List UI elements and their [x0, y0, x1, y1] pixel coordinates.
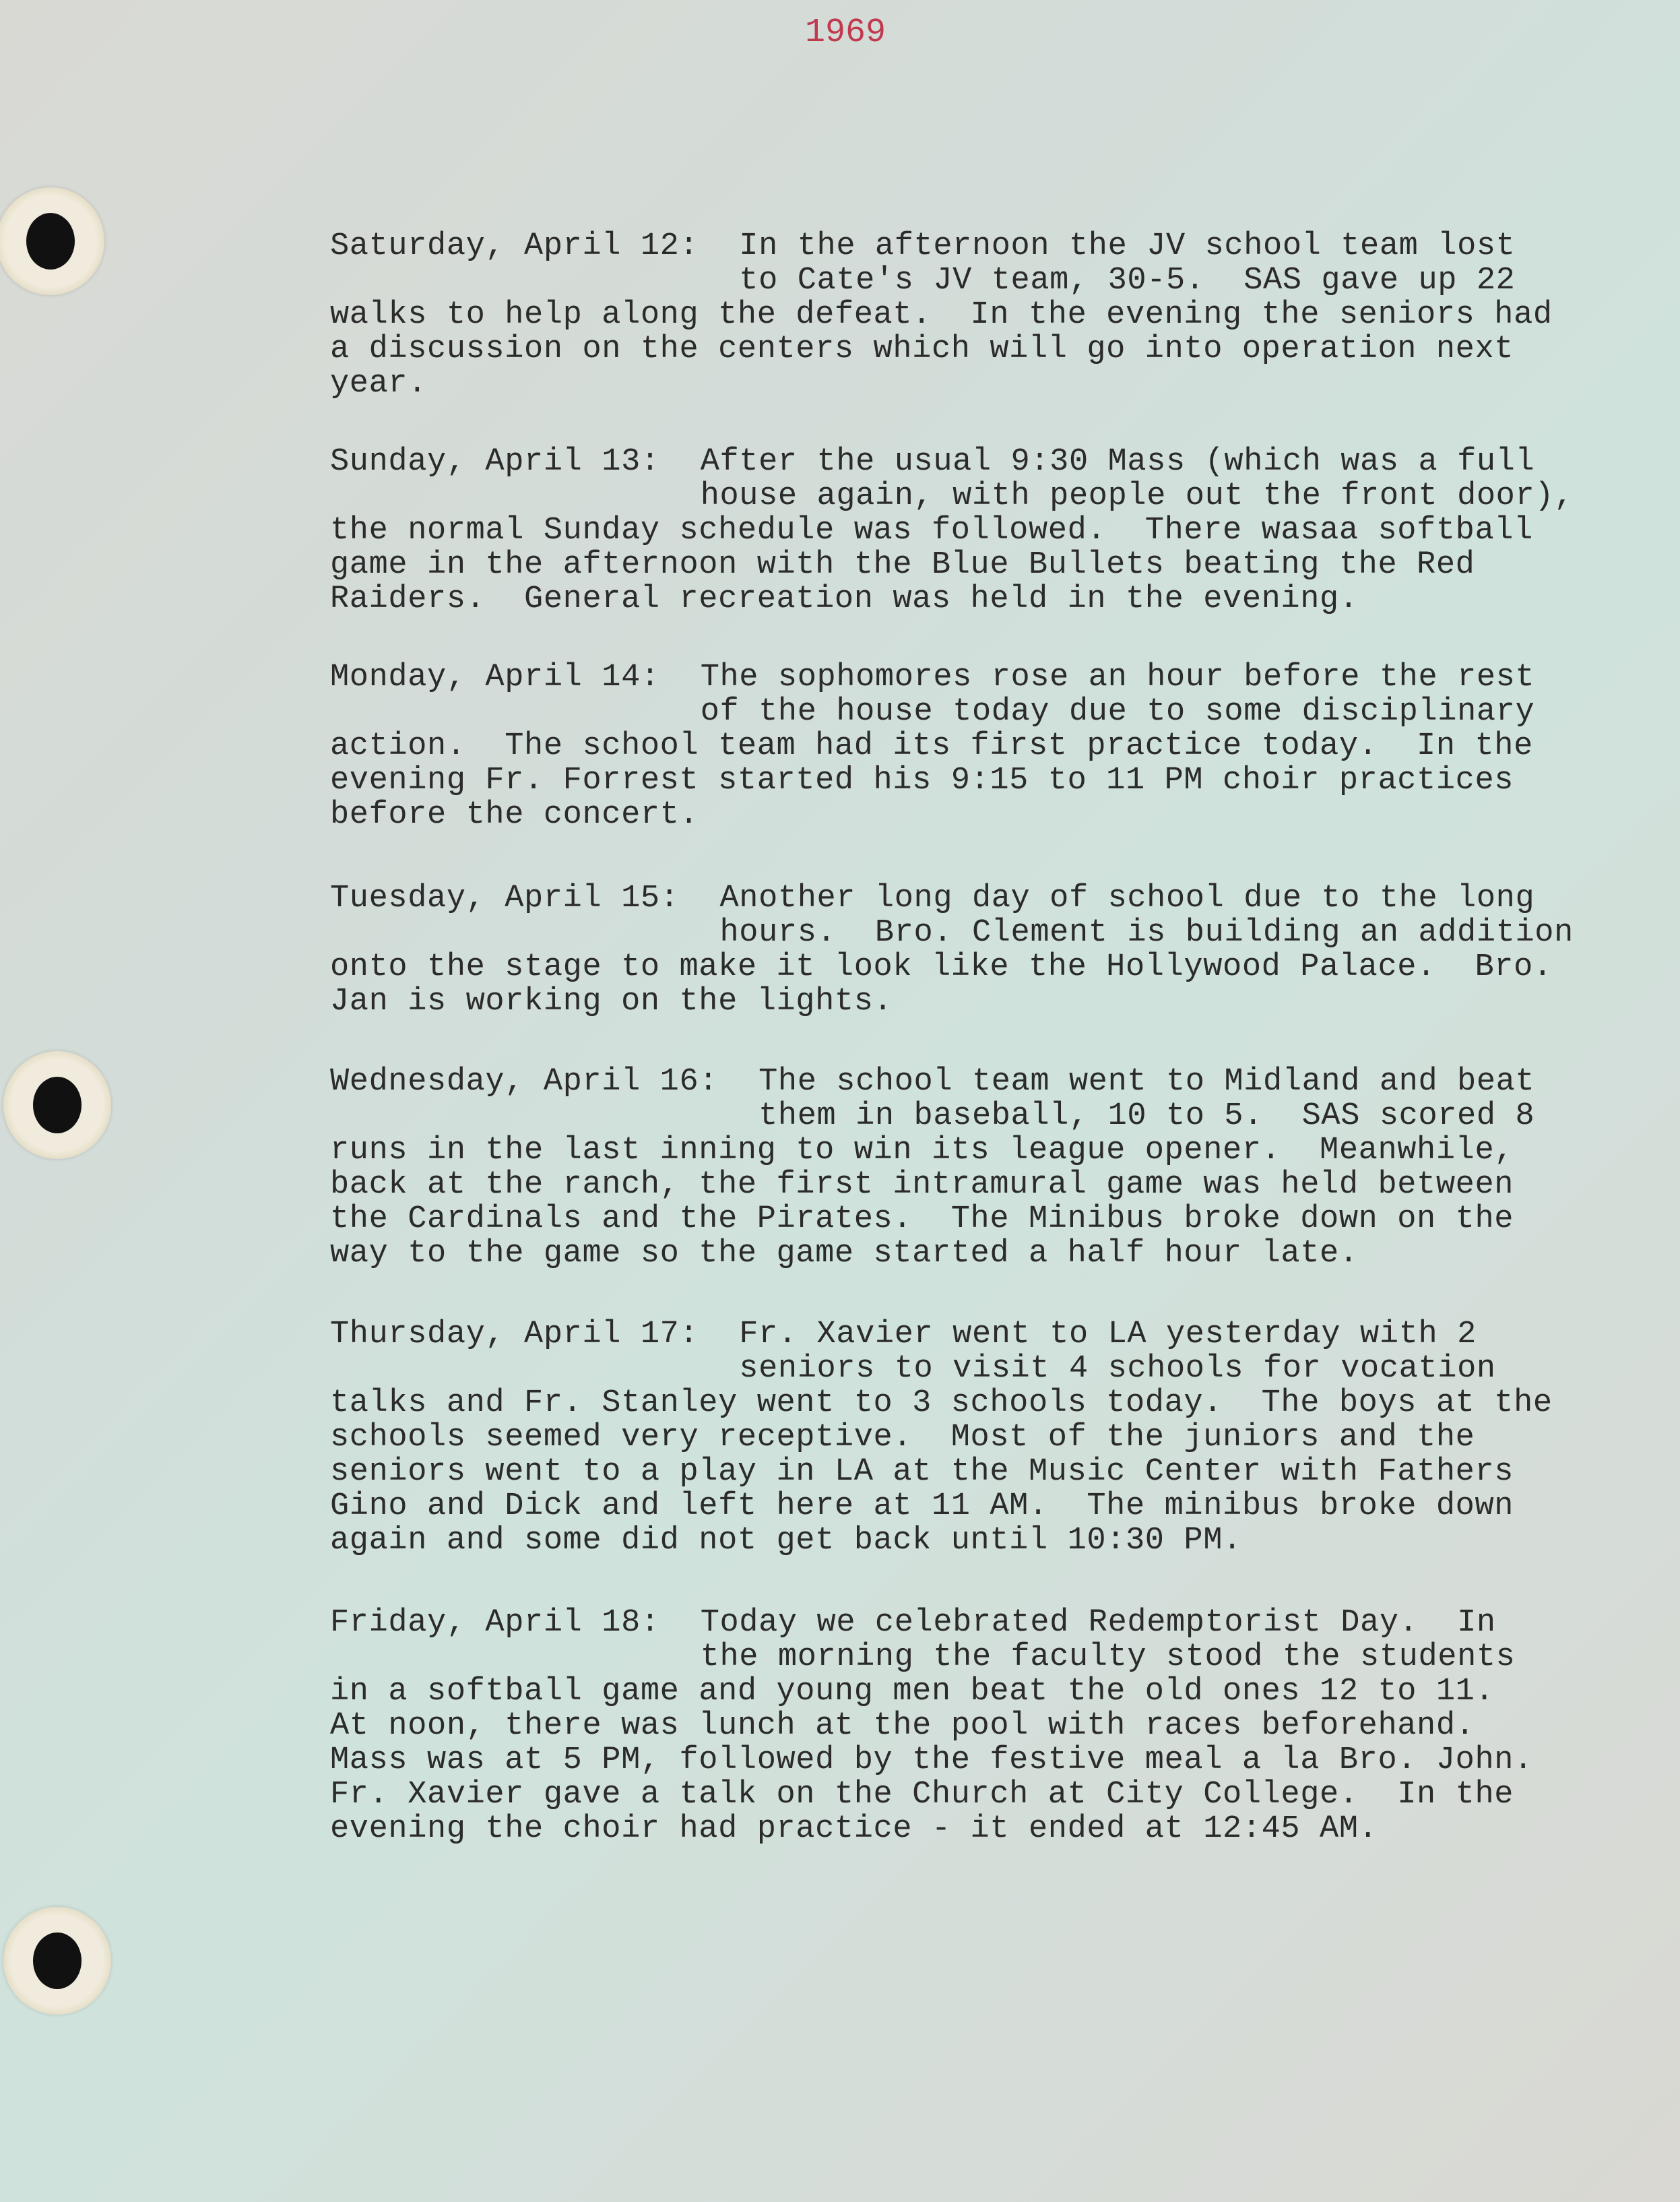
entry-line: game in the afternoon with the Blue Bullets beating the Red	[330, 547, 1475, 583]
entry-first-line: After the usual 9:30 Mass (which was a full	[700, 444, 1535, 480]
binder-hole-top	[0, 187, 104, 295]
year-heading: 1969	[805, 13, 886, 52]
entry-line: schools seemed very receptive. Most of the juniors and the	[330, 1420, 1475, 1455]
diary-entry	[330, 881, 1574, 1019]
entry-first-line: The school team went to Midland and beat	[758, 1064, 1535, 1100]
entry-date: Friday, April 18:	[330, 1605, 660, 1641]
entry-first-line: the morning the faculty stood the students	[700, 1639, 1516, 1675]
entry-first-line: Fr. Xavier went to LA yesterday with 2	[739, 1317, 1477, 1352]
entry-line: year.	[330, 366, 428, 402]
entry-first-line: to Cate's JV team, 30-5. SAS gave up 22	[739, 263, 1516, 298]
diary-entry	[330, 445, 1574, 617]
entry-line: At noon, there was lunch at the pool with races beforehand.	[330, 1708, 1475, 1744]
entry-date: Sunday, April 13:	[330, 444, 660, 480]
entry-date: Thursday, April 17:	[330, 1317, 699, 1352]
binder-hole-bottom	[3, 1907, 111, 2015]
entry-line: in a softball game and young men beat the old ones 12 to 11.	[330, 1674, 1495, 1709]
entry-line: Fr. Xavier gave a talk on the Church at City College. In the	[330, 1777, 1514, 1813]
diary-entry	[330, 1317, 1553, 1558]
entry-first-line: house again, with people out the front door),	[700, 478, 1574, 514]
entry-line: before the concert.	[330, 797, 699, 833]
diary-entry	[330, 229, 1553, 401]
entry-date: Monday, April 14:	[330, 660, 660, 695]
entry-first-line: Another long day of school due to the long	[719, 881, 1535, 916]
entry-line: way to the game so the game started a half hour late.	[330, 1236, 1359, 1271]
entry-line: evening Fr. Forrest started his 9:15 to 11 PM choir practices	[330, 763, 1514, 798]
entry-line: action. The school team had its first practice today. In the	[330, 728, 1533, 764]
diary-entry	[330, 660, 1534, 832]
entry-first-line: of the house today due to some disciplinary	[700, 694, 1535, 730]
entry-date: Wednesday, April 16:	[330, 1064, 719, 1100]
entry-line: the normal Sunday schedule was followed. There wasaa softball	[330, 513, 1533, 548]
entry-date: Tuesday, April 15:	[330, 881, 680, 916]
diary-entry	[330, 1606, 1533, 1846]
entry-line: evening the choir had practice - it ended at 12:45 AM.	[330, 1811, 1378, 1847]
entry-first-line: The sophomores rose an hour before the rest	[700, 660, 1535, 695]
entry-line: Gino and Dick and left here at 11 AM. The minibus broke down	[330, 1488, 1514, 1524]
diary-entry	[330, 1065, 1534, 1271]
entry-line: a discussion on the centers which will go into operation next	[330, 332, 1514, 367]
entry-line: runs in the last inning to win its league opener. Meanwhile,	[330, 1133, 1514, 1168]
entry-line: again and some did not get back until 10:30 PM.	[330, 1523, 1242, 1559]
entry-first-line: seniors to visit 4 schools for vocation	[739, 1351, 1496, 1387]
entry-first-line: Today we celebrated Redemptorist Day. In	[700, 1605, 1496, 1641]
entry-line: walks to help along the defeat. In the evening the seniors had	[330, 297, 1553, 333]
entry-line: Mass was at 5 PM, followed by the festive meal a la Bro. John.	[330, 1742, 1533, 1778]
binder-hole-middle	[3, 1051, 111, 1159]
entry-line: onto the stage to make it look like the Hollywood Palace. Bro.	[330, 949, 1553, 985]
entry-line: the Cardinals and the Pirates. The Minibus broke down on the	[330, 1201, 1514, 1237]
entry-line: Raiders. General recreation was held in the evening.	[330, 581, 1359, 617]
entry-date: Saturday, April 12:	[330, 228, 699, 264]
entry-line: talks and Fr. Stanley went to 3 schools today. The boys at the	[330, 1385, 1553, 1421]
entry-first-line: In the afternoon the JV school team lost	[739, 228, 1516, 264]
entry-line: seniors went to a play in LA at the Music Center with Fathers	[330, 1454, 1514, 1490]
entry-first-line: them in baseball, 10 to 5. SAS scored 8	[758, 1098, 1535, 1134]
entry-line: back at the ranch, the first intramural game was held between	[330, 1167, 1514, 1203]
entry-line: Jan is working on the lights.	[330, 984, 893, 1019]
entry-first-line: hours. Bro. Clement is building an addition	[719, 915, 1574, 951]
